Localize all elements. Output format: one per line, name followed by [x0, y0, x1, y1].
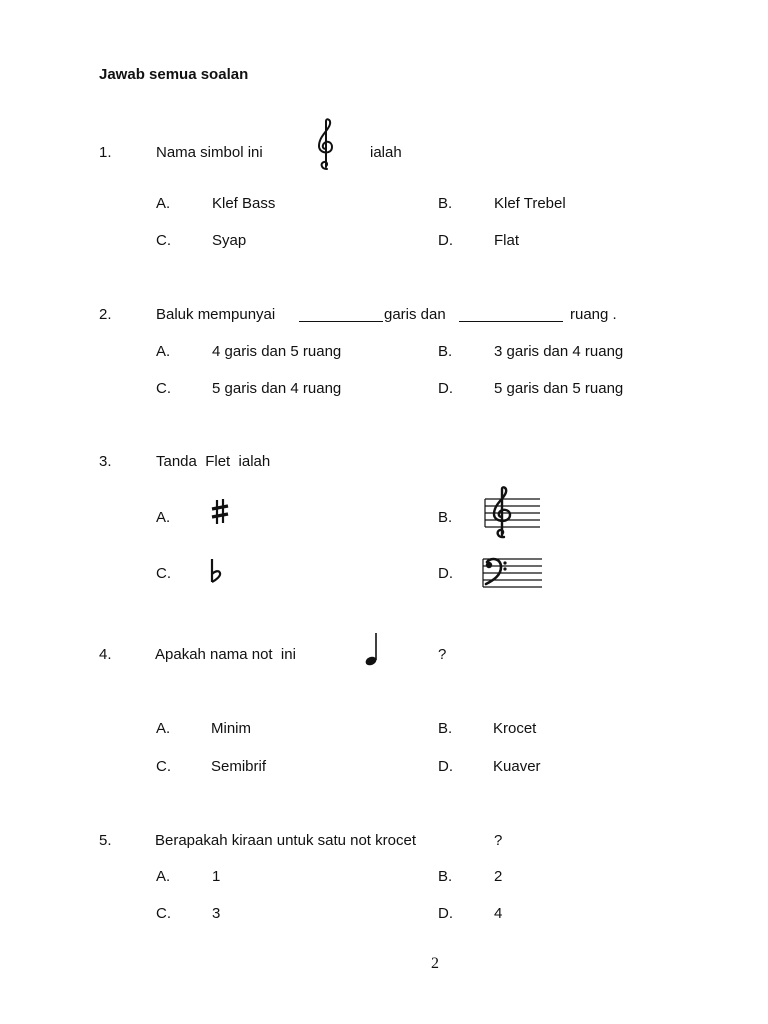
sharp-icon — [210, 499, 230, 525]
q2-option-b-letter: B. — [438, 343, 453, 360]
q1-option-b-text: Klef Trebel — [494, 195, 566, 212]
q4-option-b-letter: B. — [438, 720, 453, 737]
q5-option-d-letter: D. — [438, 905, 453, 922]
question-3-number: 3. — [99, 453, 112, 470]
q4-option-c-text: Semibrif — [211, 758, 267, 775]
q2-option-d-text: 5 garis dan 5 ruang — [494, 380, 624, 397]
q5-option-a-text: 1 — [212, 868, 221, 885]
q1-option-a-text: Klef Bass — [212, 195, 276, 212]
page-number: 2 — [431, 955, 439, 972]
question-5-number: 5. — [99, 832, 112, 849]
question-2-stem-part3: ruang . — [570, 306, 617, 323]
question-2-blank-2 — [459, 321, 563, 322]
question-1-stem: Nama simbol ini — [156, 144, 263, 161]
q3-option-a-letter: A. — [156, 509, 171, 526]
q1-option-d-text: Flat — [494, 232, 520, 249]
q1-option-d-letter: D. — [438, 232, 453, 249]
q1-option-b-letter: B. — [438, 195, 453, 212]
question-3-stem: Tanda Flet ialah — [156, 453, 271, 470]
question-2-stem-part1: Baluk mempunyai — [156, 306, 276, 323]
question-5-stem: Berapakah kiraan untuk satu not krocet — [155, 832, 416, 849]
treble-clef-icon — [314, 117, 338, 173]
q1-option-a-letter: A. — [156, 195, 171, 212]
crotchet-note-icon — [362, 632, 380, 668]
q3-option-c-letter: C. — [156, 565, 171, 582]
q1-option-c-text: Syap — [212, 232, 247, 249]
question-4-stem: Apakah nama not ini — [155, 646, 296, 663]
bass-clef-staff-icon — [482, 556, 544, 592]
q4-option-a-text: Minim — [211, 720, 251, 737]
question-1-stem-end: ialah — [370, 144, 402, 161]
q1-option-c-letter: C. — [156, 232, 171, 249]
q4-option-d-letter: D. — [438, 758, 453, 775]
question-2-blank-1 — [299, 321, 383, 322]
q4-option-a-letter: A. — [156, 720, 171, 737]
question-2-stem-part2: garis dan — [384, 306, 446, 323]
question-1-number: 1. — [99, 144, 112, 161]
q5-option-b-text: 2 — [494, 868, 503, 885]
q5-option-d-text: 4 — [494, 905, 503, 922]
question-2-number: 2. — [99, 306, 112, 323]
page-instruction: Jawab semua soalan — [99, 66, 249, 83]
q2-option-c-letter: C. — [156, 380, 171, 397]
q2-option-b-text: 3 garis dan 4 ruang — [494, 343, 624, 360]
q4-option-d-text: Kuaver — [493, 758, 541, 775]
q5-option-b-letter: B. — [438, 868, 453, 885]
q2-option-a-text: 4 garis dan 5 ruang — [212, 343, 342, 360]
q2-option-a-letter: A. — [156, 343, 171, 360]
q2-option-d-letter: D. — [438, 380, 453, 397]
question-4-stem-end: ? — [438, 646, 447, 663]
q3-option-b-letter: B. — [438, 509, 453, 526]
flat-icon — [208, 558, 224, 584]
q5-option-c-text: 3 — [212, 905, 221, 922]
q4-option-c-letter: C. — [156, 758, 171, 775]
q2-option-c-text: 5 garis dan 4 ruang — [212, 380, 342, 397]
q4-option-b-text: Krocet — [493, 720, 537, 737]
q5-option-c-letter: C. — [156, 905, 171, 922]
q5-option-a-letter: A. — [156, 868, 171, 885]
treble-clef-staff-icon — [484, 485, 542, 541]
question-5-stem-end: ? — [494, 832, 503, 849]
question-4-number: 4. — [99, 646, 112, 663]
q3-option-d-letter: D. — [438, 565, 453, 582]
